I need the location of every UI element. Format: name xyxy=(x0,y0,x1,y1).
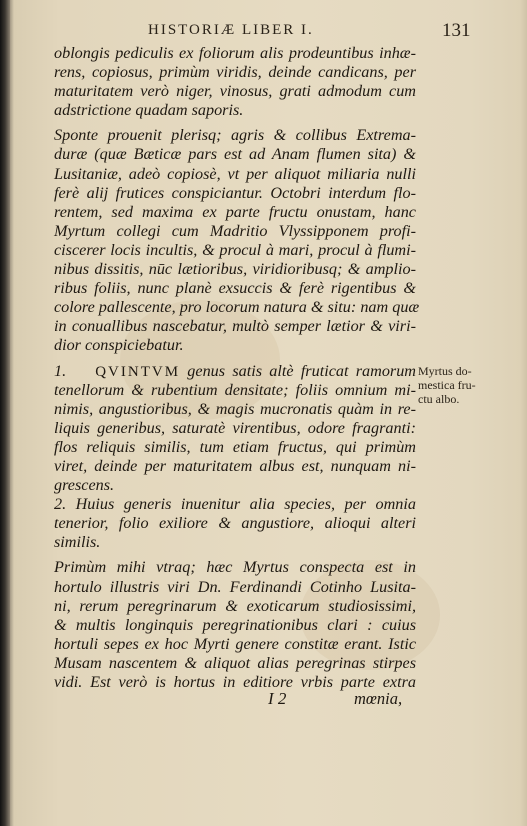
text-line: nimis, angustioribus, & magis mucronatis quàm in re- xyxy=(54,399,416,418)
text-line: grescens. xyxy=(54,476,115,495)
text-line: nibus dissitis, nūc lætioribus, viridioribusq; & amplio- xyxy=(54,260,416,279)
text-line: liquis generibus, saturatè virentibus, odore fragranti: xyxy=(54,418,416,437)
signature-mark: I 2 xyxy=(268,689,287,708)
margin-note-line: ctu albo. xyxy=(418,392,460,406)
paragraph-2 xyxy=(54,126,420,355)
text-line xyxy=(54,362,416,381)
text-line: 2. Huius generis inuenitur alia species, per omnia xyxy=(54,495,416,514)
text-line: duræ (quæ Bæticæ pars est ad Anam flumen sita) & xyxy=(54,145,416,164)
text-line: viret, deinde per maturitatem albus est, nunquam ni- xyxy=(54,456,416,475)
text-line: ribus foliis, nunc planè exsuccis & ferè rigentibus & xyxy=(54,279,416,298)
page-gutter xyxy=(0,0,10,826)
paragraph-5 xyxy=(54,558,416,692)
text-line: vidi. Est verò is hortus in editiore vrbis parte extra xyxy=(54,673,416,691)
paragraph-3 xyxy=(54,362,416,496)
text-line: tenerior, folio exiliore & angustiore, alioqui alteri xyxy=(54,514,416,533)
item-number: 1. xyxy=(54,361,67,380)
text-line: hortuli sepes ex hoc Myrti genere constitæ erant. Istic xyxy=(54,634,416,653)
text-line: Primùm mihi vtraq; hæc Myrtus conspecta est in xyxy=(54,558,416,577)
text-line: Sponte prouenit plerisq; agris & collibus Extrema- xyxy=(54,126,416,145)
paragraph-4 xyxy=(54,495,416,552)
text-line: flos reliquis similis, tum etiam fructus, qui primùm xyxy=(54,437,416,456)
text-line: ferè alij frutices conspiciantur. Octobri interdum flo- xyxy=(54,183,416,202)
margin-note-line: Myrtus do- xyxy=(418,364,472,378)
text-line: & multis longinquis peregrinationibus clari : cuius xyxy=(54,615,416,634)
margin-note-line: mestica fru- xyxy=(418,378,476,392)
text-line: dior conspiciebatur. xyxy=(54,336,184,355)
text-line: rens, copiosus, primùm viridis, deinde candicans, per xyxy=(54,63,416,82)
text-line: Musam nascentem & aliquot alias peregrinas stirpes xyxy=(54,653,416,672)
body-text xyxy=(54,44,420,692)
text-line: rentem, sed maxima ex parte fructu onustam, hanc xyxy=(54,202,416,221)
text-line: similis. xyxy=(54,533,101,552)
marginal-note xyxy=(418,364,488,406)
text-line: Myrtum collegi cum Madritio Vlyssipponem profi- xyxy=(54,221,416,240)
text-line: ciscerer locis incultis, & procul à mari, procul à flumi- xyxy=(54,240,416,259)
catchword: mœnia, xyxy=(354,689,403,708)
text-line: tenellorum & rubentium densitate; foliis omnium mi- xyxy=(54,380,416,399)
page-number: 131 xyxy=(442,20,471,41)
text-line: oblongis pediculis ex foliorum alis prodeuntibus inhæ- xyxy=(54,44,416,62)
text-line: adstrictione quadam saporis. xyxy=(54,101,244,120)
text-line: maturitatem verò niger, vinosus, grati admodum cum xyxy=(54,82,416,101)
text-line: hortulo illustris viri Dn. Ferdinandi Cotinho Lusita- xyxy=(54,577,416,596)
text-line: in conuallibus nascebatur, multò semper lætior & viri- xyxy=(54,317,416,336)
running-head: HISTORIÆ LIBER I. xyxy=(148,22,314,38)
lead-word: QVINTVM xyxy=(95,363,181,380)
text-line: ni, rerum peregrinarum & exoticarum studiosissimi, xyxy=(54,596,416,615)
text-line: Lusitaniæ, adeò copiosè, vt per aliquot miliaria nulli xyxy=(54,164,416,183)
text-line: colore pallescente, pro locorum natura & situ: nam quæ xyxy=(54,298,420,317)
page-header xyxy=(0,22,527,46)
paragraph-1 xyxy=(54,44,416,120)
text-run: genus satis altè fruticat ramorum xyxy=(187,361,417,380)
